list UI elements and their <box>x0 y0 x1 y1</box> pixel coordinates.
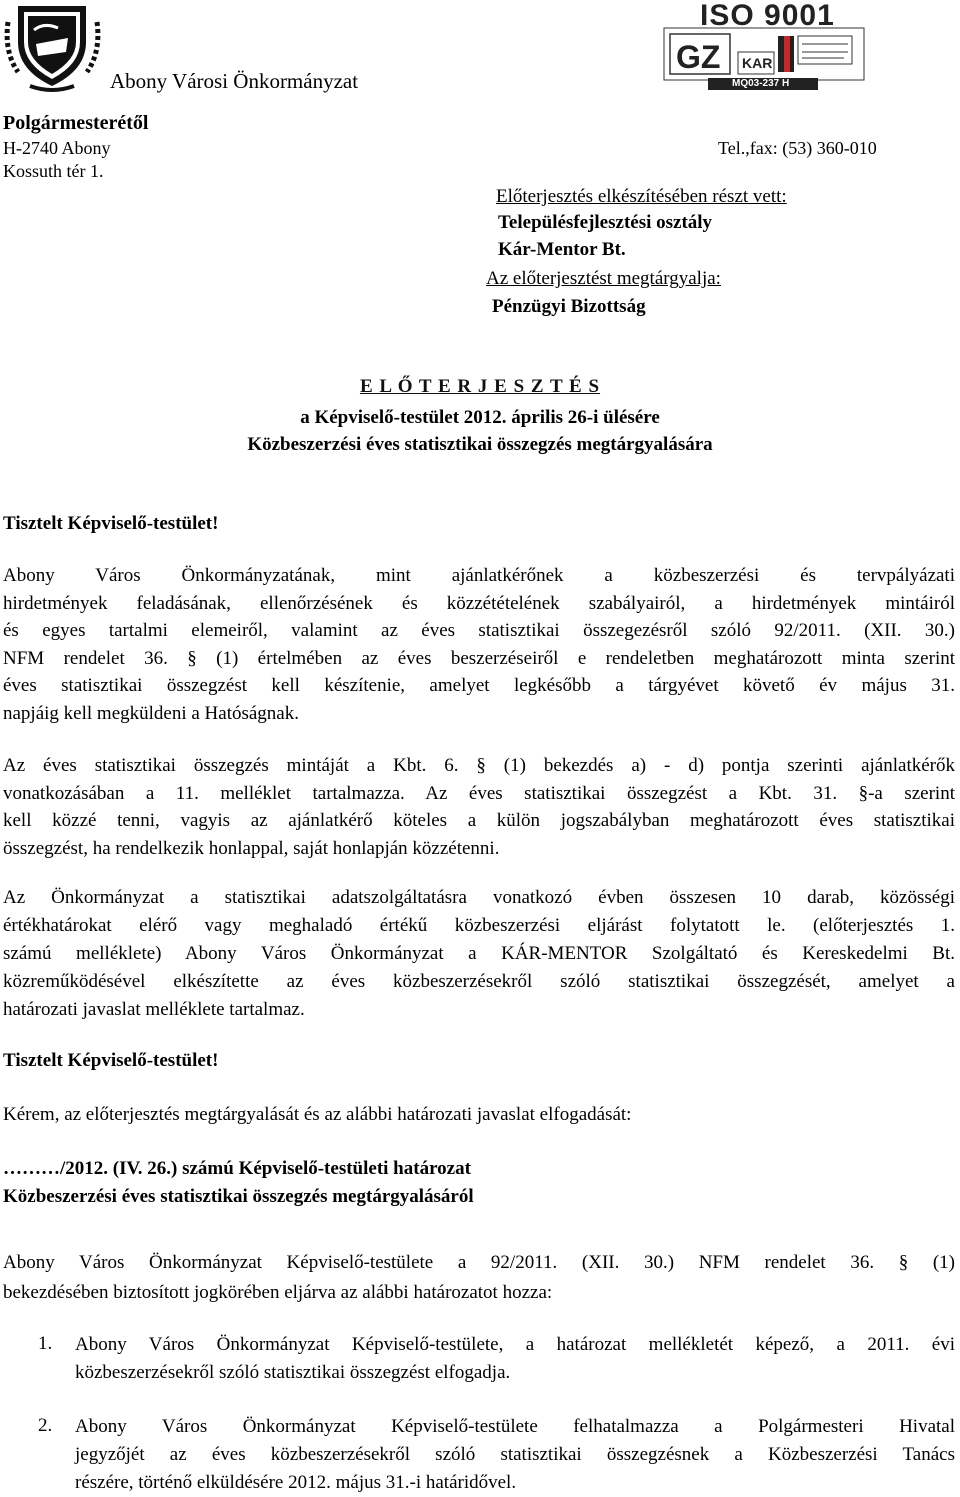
paragraph-line: Abony Város Önkormányzat Képviselő-testülete felhatalmazza a Polgármesteri Hivatal <box>75 1416 955 1437</box>
request-text: Kérem, az előterjesztés megtárgyalását és az alábbi határozati javaslat elfogadását: <box>3 1104 632 1125</box>
paragraph-line: és egyes tartalmi elemeiről, valamint az éves statisztikai összegezésről szóló 92/2011. (XII. 30.) <box>3 620 955 641</box>
coat-of-arms-logo <box>0 0 105 95</box>
paragraph-line: határozati javaslat melléklete tartalmaz. <box>3 999 305 1020</box>
iso-code: MQ03-237 H <box>732 78 790 89</box>
paragraph-1 <box>3 562 955 727</box>
prepared-by-company: Kár-Mentor Bt. <box>498 239 626 260</box>
iso-9001-certification-logo <box>658 0 890 92</box>
document-subtitle-1: a Képviselő-testület 2012. április 26-i ülésére <box>300 407 660 428</box>
address-line-1: H-2740 Abony <box>3 138 111 158</box>
resolution-title: Közbeszerzési éves statisztikai összegzés megtárgyalásáról <box>3 1186 474 1207</box>
sender-title: Polgármesterétől <box>3 112 149 134</box>
resolution-item <box>75 1413 955 1497</box>
paragraph-line: jegyzőjét az éves közbeszerzésekről szóló statisztikai összegzésnek a Közbeszerzési Tanács <box>75 1444 955 1465</box>
paragraph-line: Abony Város Önkormányzat Képviselő-testülete, a határozat mellékletét képező, a 2011. évi <box>75 1334 955 1355</box>
document-title: E L Ő T E R J E S Z T É S <box>359 376 601 397</box>
paragraph-line: számú melléklete) Abony Város Önkormányzat a KÁR-MENTOR Szolgáltató és Kereskedelmi Bt. <box>3 943 955 964</box>
document-subtitle-2: Közbeszerzési éves statisztikai összegzés megtárgyalására <box>247 434 713 455</box>
paragraph-line: közreműködésével elkészítette az éves közbeszerzésekről szóló statisztikai összegzését, amelyet a <box>3 971 955 992</box>
paragraph-line: napjáig kell megküldeni a Hatóságnak. <box>3 702 299 724</box>
prepared-by-label: Előterjesztés elkészítésében részt vett: <box>496 186 787 207</box>
paragraph-line: éves statisztikai összegzést kell készítenie, amelyet legkésőbb a tárgyévet követő év május 31. <box>3 675 955 696</box>
paragraph-line: Az éves statisztikai összegzés mintáját a Kbt. 6. § (1) bekezdés a) - d) pontja szerinti ajánlatkérők <box>3 755 955 776</box>
paragraph-line: értékhatárokat elérő vagy meghaladó értékű közbeszerzési eljárást folytatott le. (előterjesztés 1. <box>3 915 955 936</box>
paragraph-line: Abony Város Önkormányzat Képviselő-testülete a 92/2011. (XII. 30.) NFM rendelet 36. § (1) <box>3 1252 955 1273</box>
paragraph-line: kell közzé tenni, vagyis az ajánlatkérő köteles a külön jogszabályban meghatározott éves statisztikai <box>3 810 955 831</box>
paragraph-3 <box>3 884 955 1024</box>
paragraph-line: hirdetmények feladásának, ellenőrzésének és közzétételének szabályairól, a hirdetmények mintáiról <box>3 592 955 614</box>
paragraph-line: Az Önkormányzat a statisztikai adatszolgáltatásra vonatkozó évben összesen 10 darab, közösségi <box>3 887 955 908</box>
paragraph-line: részére, történő elküldésére 2012. május 31.-i határidővel. <box>75 1472 517 1493</box>
paragraph-2 <box>3 752 955 862</box>
salutation-2: Tisztelt Képviselő-testület! <box>3 1050 219 1071</box>
resolution-intro <box>3 1248 955 1308</box>
paragraph-line: Abony Város Önkormányzatának, mint ajánlatkérőnek a közbeszerzési és tervpályázati <box>3 565 955 586</box>
svg-text:KAR: KAR <box>742 55 773 71</box>
iso-title: ISO 9001 <box>700 0 835 32</box>
address-line-2: Kossuth tér 1. <box>3 161 104 181</box>
paragraph-line: összegzést, ha rendelkezik honlappal, saját honlapján közzétenni. <box>3 837 500 859</box>
salutation: Tisztelt Képviselő-testület! <box>3 513 219 534</box>
discussing-committee: Pénzügyi Bizottság <box>492 296 646 317</box>
prepared-by-department: Településfejlesztési osztály <box>498 212 713 233</box>
paragraph-line: közbeszerzésekről szóló statisztikai összegzést elfogadja. <box>75 1362 511 1383</box>
resolution-item <box>75 1331 955 1387</box>
org-name: Abony Városi Önkormányzat <box>110 69 359 93</box>
phone-fax: Tel.,fax: (53) 360-010 <box>718 138 877 158</box>
paragraph-line: NFM rendelet 36. § (1) értelmében az éves beszerzéseiről e rendeletben meghatározott minta szerint <box>3 647 955 669</box>
discussed-by-label: Az előterjesztést megtárgyalja: <box>486 268 721 289</box>
resolution-item-number: 2. <box>38 1415 53 1436</box>
paragraph-line: bekezdésében biztosított jogkörében eljárva az alábbi határozatot hozza: <box>3 1282 553 1303</box>
resolution-item-number: 1. <box>38 1333 53 1354</box>
paragraph-line: vonatkozásában a 11. melléklet tartalmazza. Az éves statisztikai összegzést a Kbt. 31. §-a szerint <box>3 782 955 804</box>
resolution-number: ………/2012. (IV. 26.) számú Képviselő-testületi határozat <box>3 1158 471 1179</box>
svg-text:GZ: GZ <box>676 39 721 75</box>
